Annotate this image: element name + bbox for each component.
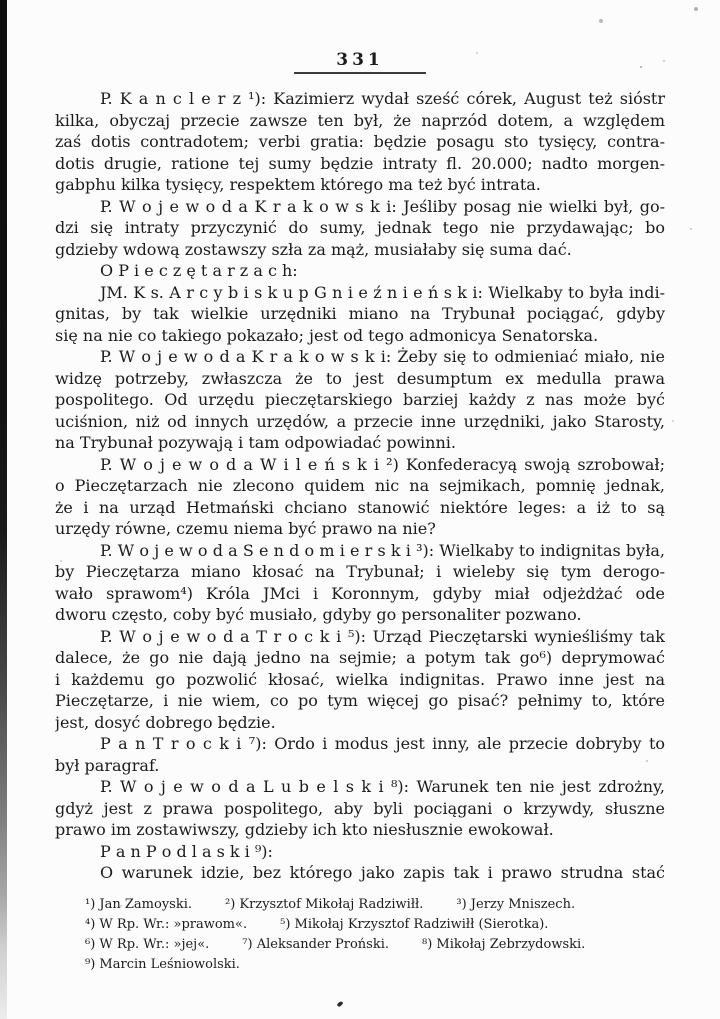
text-line: o Pieczętarzach nie zlecono quidem nic na sejmikach, pomnię jednak, [55,476,665,495]
footnote-entry: ³) Jerzy Mniszech. [456,896,576,912]
text-line: P a n T r o c k i ⁷): Ordo i modus jest inny, ale przecie dobryby to [100,734,665,753]
text-line: by Pieczętarza miano kłosać na Trybunał; i wieleby się tym derogo- [55,562,665,581]
footnotes [85,895,680,975]
footnote-line [85,935,680,955]
text-line: był paragraf. [55,755,160,775]
text-line: O warunek idzie, bez którego jako zapis tak i prawo strudna stać [100,863,665,882]
paragraph [55,841,665,863]
paragraph [55,454,665,540]
text-line: Pieczętarze, i nie wiem, co po tym więcej go pisać? pełnimy to, które [55,691,665,710]
ink-speck [337,1000,344,1007]
footnote-entry: ⁴) W Rp. Wr.: »prawom«. [85,916,248,932]
text-line: P. K a n c l e r z ¹): Kazimierz wydał sześć córek, August też sióstr [100,89,665,108]
text-line: gdyż jest z prawa pospolitego, aby byli pociągani o krzywdy, słuszne [55,798,665,818]
text-line: widzę potrzeby, zwłaszcza że to jest desumptum ex medulla prawa [55,368,665,388]
paragraph [55,196,665,261]
text-line: zaś dotis contradotem; verbi gratia: będzie posagu sto tysięcy, contra- [55,132,665,151]
text-line: JM. K s. A r c y b i s k u p G n i e ź n i e ń s k i: Wielkaby to była indi- [100,282,665,302]
footnote-entry: ²) Krzysztof Mikołaj Radziwiłł. [225,896,424,912]
text-line: P a n P o d l a s k i ⁹): [100,841,273,861]
text-line: dzi się intraty przyczynić do sumy, jednak tego nie przydawając; bo [55,218,665,237]
paragraph [55,346,665,454]
footnote-entry: ⁸) Mikołaj Zebrzydowski. [422,936,586,952]
text-line: uciśnion, niż od innych urzędów, a przecie inne urzędniki, jako Starosty, [55,411,665,431]
text-line: P. W o j e w o d a T r o c k i ⁵): Urząd Pieczętarski wynieśliśmy tak [100,626,665,646]
text-line: na Trybunał pozywają i tam odpowiadać powinni. [55,433,456,452]
footnote-entry: ⁵) Mikołaj Krzysztof Radziwiłł (Sierotka). [280,916,549,932]
footnote-line [85,895,680,915]
paragraph [55,626,665,734]
text-line: prawo im zostawiwszy, gdzieby ich kto niesłusznie ewokował. [55,820,554,839]
paragraph [55,733,665,776]
text-line: P. W o j e w o d a W i l e ń s k i ²) Konfederacyą swoją szrobował; [100,454,665,474]
paragraph [55,776,665,841]
paragraph [55,540,665,626]
text-line: się na nie co takiego pokazało; jest od tego admonicya Senatorska. [55,325,599,345]
paragraph [55,862,665,884]
scan-noise [0,0,2,2]
text-line: dotis drugie, ratione tej sumy będzie intraty fl. 20.000; nadto morgen- [55,153,665,173]
page-header [0,0,720,74]
paragraph [55,88,665,196]
text-line: wało sprawom⁴) Króla JMci i Koronnym, gdyby miał odjeżdżać ode [55,583,665,603]
text-line: O P i e c z ę t a r z a c h: [100,261,298,280]
text-line: urzędy równe, czemu niema być prawo na nie? [55,519,436,538]
text-line: P. W o j e w o d a K r a k o w s k i: Jeśliby posag nie wielki był, go- [100,196,665,216]
text-line: że i na urząd Hetmański chciano stanowić niektóre leges: a iż to są [55,497,665,517]
footnote-entry: ¹) Jan Zamoyski. [85,896,193,912]
footnote-entry: ⁹) Marcin Leśniowolski. [85,956,240,972]
text-line: gabphu kilka tysięcy, respektem którego ma też być intrata. [55,175,541,194]
text-line: dworu często, coby być musiało, gdyby go personaliter pozwano. [55,605,582,624]
paragraph [55,260,665,282]
text-line: jest, dosyć dobrego będzie. [55,712,276,732]
text-line: pospolitego. Od urzędu pieczętarskiego barziej każdy z nas może być [55,390,665,409]
footnote-entry: ⁶) W Rp. Wr.: »jej«. [85,936,210,952]
text-line: P. W o j e w o d a S e n d o m i e r s k i ³): Wielkaby to indignitas była, [100,540,665,560]
text-line: i każdemu go pozwolić kłosać, wielka indignitas. Prawo inne jest na [55,669,665,689]
text-line: P. W o j e w o d a K r a k o w s k i: Żeby się to odmieniać miało, nie [100,347,665,366]
page-number: 331 [294,50,426,74]
footnote-entry: ⁷) Aleksander Proński. [242,936,389,952]
text-line: gnitas, by tak wielkie urzędniki miano na Trybunał pociągać, gdyby [55,304,665,323]
text-line: gdzieby wdową zostawszy szła za mąż, musiałaby się suma dać. [55,239,572,259]
text-line: P. W o j e w o d a L u b e l s k i ⁸): Warunek ten nie jest zdrożny, [100,777,665,796]
footnote-line [85,915,680,935]
scan-edge-artifact [0,0,7,1019]
text-line: dalece, że go nie dają jedno na sejmie; a potym tak go⁶) deprymować [55,648,665,667]
page-body [55,88,665,884]
paragraph [55,282,665,347]
text-line: kilka, obyczaj przecie zawsze ten był, że naprzód dotem, a względem [55,110,665,130]
footnote-line [85,955,680,975]
